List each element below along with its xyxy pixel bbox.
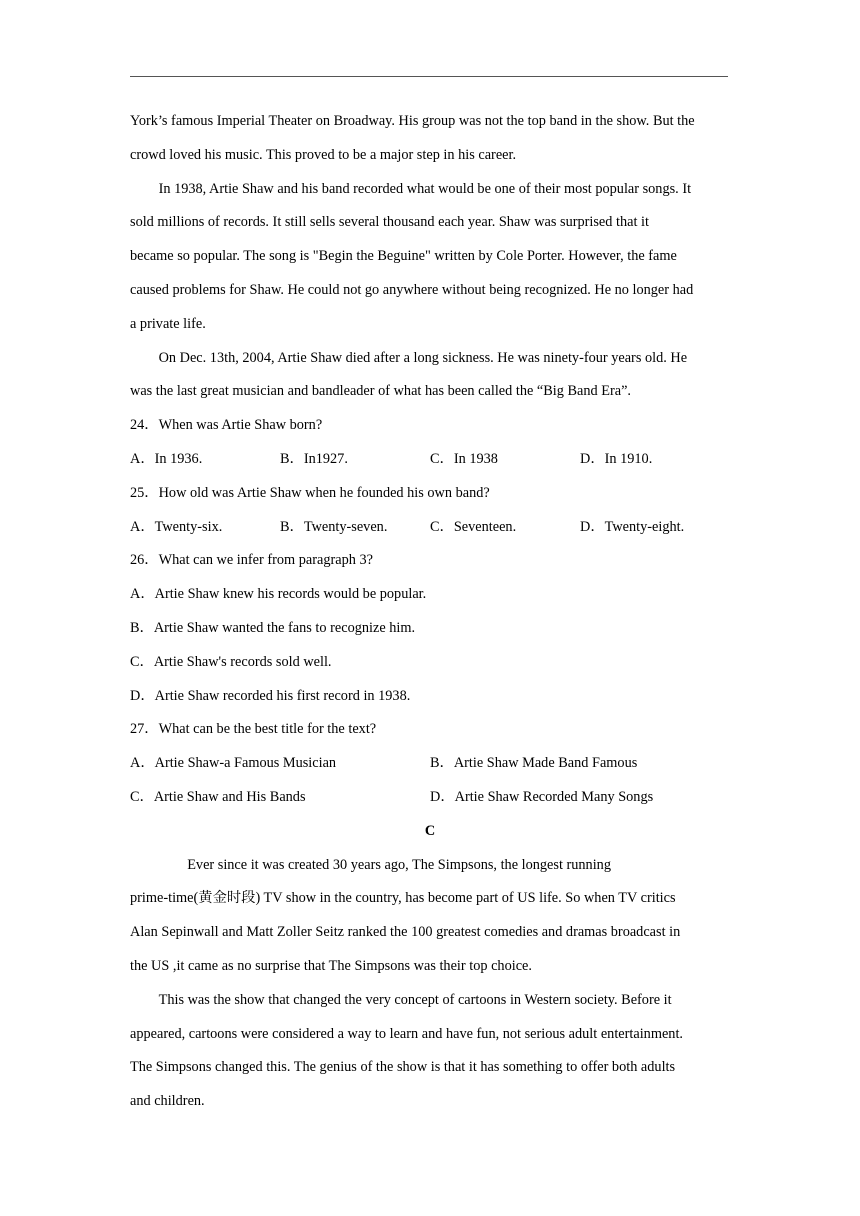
- passage-c-paragraph-2: [130, 984, 730, 1119]
- option-a: A．Artie Shaw-a Famous Musician: [130, 755, 337, 772]
- text-line: Ever since it was created 30 years ago, The Simpsons, the longest running: [187, 856, 611, 873]
- option-b: B．In1927.: [280, 450, 348, 467]
- option-b: B．Artie Shaw wanted the fans to recognize him.: [130, 619, 416, 636]
- question-options: [130, 781, 730, 815]
- option-c: C．Seventeen.: [430, 518, 517, 535]
- text-line: the US ,it came as no surprise that The Simpsons was their top choice.: [130, 957, 532, 974]
- option-c: C．Artie Shaw's records sold well.: [130, 653, 332, 670]
- question-options: [130, 443, 730, 477]
- question-options: [130, 511, 730, 545]
- header-rule: [130, 76, 728, 77]
- text-line: sold millions of records. It still sells several thousand each year. Shaw was surprised that it: [130, 214, 649, 231]
- section-heading: C: [424, 822, 436, 839]
- option-d: D．Artie Shaw Recorded Many Songs: [430, 788, 654, 805]
- question-24: [130, 409, 730, 477]
- text-line: York’s famous Imperial Theater on Broadway. His group was not the top band in the show. But the: [130, 113, 695, 129]
- text-line: Alan Sepinwall and Matt Zoller Seitz ranked the 100 greatest comedies and dramas broadcast in: [130, 924, 681, 941]
- question-stem: 25．How old was Artie Shaw when he founded his own band?: [130, 484, 490, 501]
- question-25: [130, 477, 730, 545]
- paragraph-4: [130, 342, 730, 410]
- text-line: On Dec. 13th, 2004, Artie Shaw died after a long sickness. He was ninety-four years old. He: [158, 349, 688, 366]
- question-stem: 24．When was Artie Shaw born?: [130, 417, 323, 434]
- passage-c-paragraph-1: [130, 849, 730, 984]
- option-b: B．Artie Shaw Made Band Famous: [430, 755, 638, 772]
- document-body: [130, 105, 730, 1119]
- text-line: became so popular. The song is "Begin the Beguine" written by Cole Porter. However, the fame: [130, 248, 677, 265]
- option-b: B．Twenty-seven.: [280, 518, 388, 535]
- option-d: D．Twenty-eight.: [580, 518, 685, 535]
- option-d: D．In 1910.: [580, 450, 653, 467]
- text-line: caused problems for Shaw. He could not go anywhere without being recognized. He no longer had: [130, 281, 694, 298]
- text-line: prime-time(黄金时段) TV show in the country, has become part of US life. So when TV critics: [130, 890, 676, 907]
- option-d: D．Artie Shaw recorded his first record in 1938.: [130, 687, 411, 704]
- text-line: This was the show that changed the very concept of cartoons in Western society. Before it: [158, 991, 672, 1008]
- text-line: a private life.: [130, 315, 206, 332]
- question-stem: 26．What can we infer from paragraph 3?: [130, 552, 373, 569]
- text-line: was the last great musician and bandleader of what has been called the “Big Band Era”.: [130, 383, 631, 400]
- text-line: and children.: [130, 1093, 205, 1110]
- question-options: [130, 747, 730, 781]
- text-line: In 1938, Artie Shaw and his band recorded what would be one of their most popular songs. It: [158, 180, 692, 197]
- option-a: A．Artie Shaw knew his records would be popular.: [130, 586, 427, 603]
- text-line: crowd loved his music. This proved to be a major step in his career.: [130, 146, 517, 163]
- option-c: C．In 1938: [430, 450, 498, 467]
- question-26: [130, 544, 730, 713]
- paragraph-3: [130, 173, 730, 342]
- question-stem: 27．What can be the best title for the text?: [130, 721, 377, 738]
- option-c: C．Artie Shaw and His Bands: [130, 788, 306, 805]
- question-27: [130, 713, 730, 814]
- option-a: A．In 1936.: [130, 450, 203, 467]
- option-a: A．Twenty-six.: [130, 518, 223, 535]
- text-line: appeared, cartoons were considered a way to learn and have fun, not serious adult entertainment.: [130, 1025, 683, 1042]
- text-line: The Simpsons changed this. The genius of the show is that it has something to offer both adults: [130, 1059, 676, 1076]
- paragraph-continued: [130, 105, 730, 173]
